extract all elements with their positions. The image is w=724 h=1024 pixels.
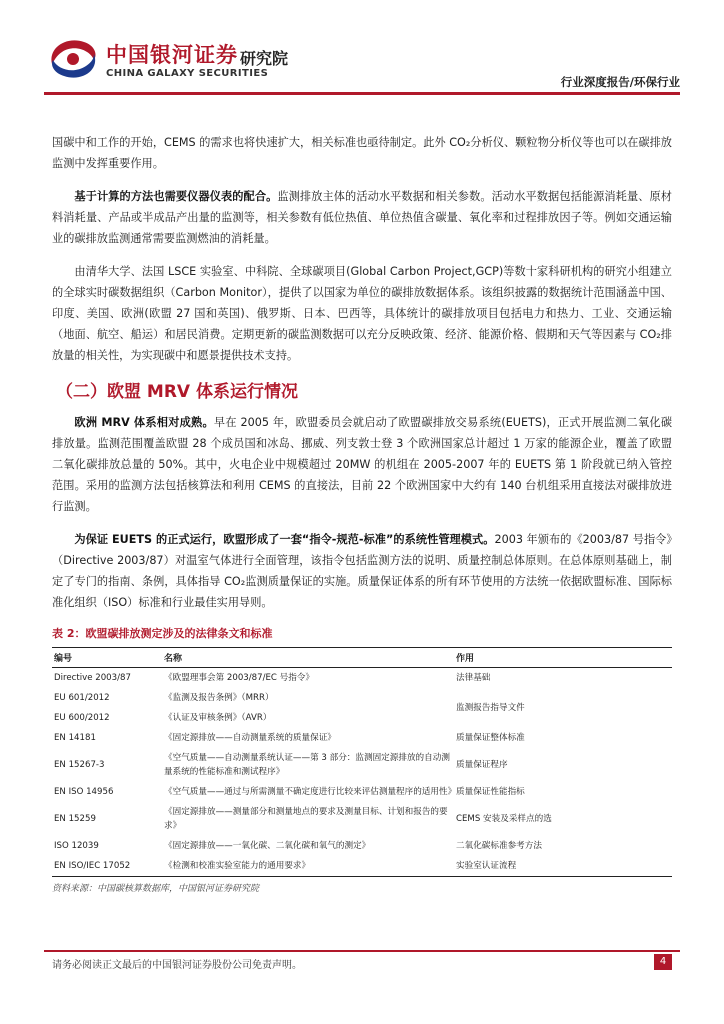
paragraph-5 [52,529,672,613]
footer-divider [44,950,680,952]
cell-role: 实验室认证流程 [456,861,517,871]
page-number: 4 [654,954,672,970]
logo-english-name: CHINA GALAXY SECURITIES [106,68,269,79]
paragraph-4-body: 早在 2005 年，欧盟委员会就启动了欧盟碳排放交易系统(EUETS)，正式开展监测二氧化碳排放量。监测范围覆盖欧盟 28 个成员国和冰岛、挪威、列支敦士登 3 个欧洲国家总计超过 1 万家的能源企业，覆盖了欧盟二氧化碳排放总量的 50%。其中，火电企业中规模超过 20MW 的机组在 2005-2007 年的 EUETS 第 1 阶段就已纳入管控范围。采用的监测方法包括核算法和利用 CEMS 的直接法，目前 22 个欧洲国家中大约有 140 台机组采用直接法对碳排放进行监测。 [52,416,673,513]
cell-id: EN ISO 14956 [54,787,114,797]
header-divider [44,92,680,95]
cell-role: 质量保证程序 [456,760,508,770]
cell-name: 《空气质量——自动测量系统认证——第 3 部分：监测固定源排放的自动测量系统的性能标准和测试程序》 [164,753,450,777]
paragraph-5-lead: 为保证 EUETS 的正式运行，欧盟形成了一套“指令-规范-标准”的系统性管理模式。 [74,533,495,546]
cell-id: EN 14181 [54,733,96,743]
paragraph-5-body: 2003 年颁布的《2003/87 号指令》（Directive 2003/87）对温室气体进行全面管理，该指令包括监测方法的说明、质量控制总体原则。在总体原则基础上，制定了专门的指南、条例，具体指导 CO₂监测质量保证的实施。质量保证体系的所有环节使用的方法统一依据欧盟标准、国际标准化组织（ISO）标准和行业最佳实用导则。 [52,533,672,609]
table-row [52,748,672,782]
paragraph-4 [52,412,672,517]
table-row [52,728,672,748]
cell-name: 《空气质量——通过与所需测量不确定度进行比较来评估测量程序的适用性》 [164,787,457,797]
cell-name: 《固定源排放——自动测量系统的质量保证》 [164,733,336,743]
table-row [52,688,672,708]
cell-name: 《检测和校准实验室能力的通用要求》 [164,861,311,871]
table-row [52,856,672,877]
logo-chinese-name: 中国银河证券 [106,43,238,67]
paragraph-1: 国碳中和工作的开始，CEMS 的需求也将快速扩大，相关标准也亟待制定。此外 CO₂分析仪、颗粒物分析仪等也可以在碳排放监测中发挥重要作用。 [52,136,672,170]
cell-id: EN 15267-3 [54,760,105,770]
cell-name: 《欧盟理事会第 2003/87/EC 号指令》 [164,673,315,683]
footer-disclaimer: 请务必阅读正文最后的中国银河证券股份公司免责声明。 [52,960,302,971]
cell-role: 质量保证整体标准 [456,733,525,743]
cell-role: 二氧化碳标准参考方法 [456,841,542,851]
cell-name: 《固定源排放——一氧化碳、二氧化碳和氧气的测定》 [164,841,371,851]
logo-institute: 研究院 [240,49,289,68]
cell-id: EU 601/2012 [54,693,110,703]
table-title: 表 2：欧盟碳排放测定涉及的法律条文和标准 [52,627,273,640]
paragraph-2-lead: 基于计算的方法也需要仪器仪表的配合。 [74,190,278,203]
cell-name: 《监测及报告条例》（MRR） [164,693,274,703]
header-id: 编号 [54,654,73,664]
cell-id: EU 600/2012 [54,713,110,723]
header-name: 名称 [164,654,183,664]
table-header-row [52,648,672,668]
paragraph-2 [52,186,672,249]
paragraph-4-lead: 欧洲 MRV 体系相对成熟。 [74,416,214,429]
cell-role: 法律基础 [456,673,491,683]
cell-id: Directive 2003/87 [54,673,131,683]
standards-table [52,647,672,877]
cell-id: ISO 12039 [54,841,99,851]
table-row [52,802,672,836]
cell-id: EN 15259 [54,814,96,824]
cell-role: 监测报告指导文件 [456,703,525,713]
cell-name: 《固定源排放——测量部分和测量地点的要求及测量目标、计划和报告的要求》 [164,807,448,831]
main-content [52,132,672,894]
cell-name: 《认证及审核条例》（AVR） [164,713,272,723]
table-source: 资料来源：中国碳核算数据库，中国银河证券研究院 [52,884,260,894]
table-row [52,782,672,802]
galaxy-logo-icon [44,34,102,84]
table-row [52,836,672,856]
report-type: 行业深度报告/环保行业 [560,75,680,89]
page-header [0,0,724,96]
header-role: 作用 [456,654,475,664]
cell-role: 质量保证性能指标 [456,787,525,797]
paragraph-2-body: 监测排放主体的活动水平数据和相关参数。活动水平数据包括能源消耗量、原材料消耗量、产品或半成品产出量的监测等，相关参数有低位热值、单位热值含碳量、氧化率和过程排放因子等。例如交通运输业的碳排放监测通常需要监测燃油的消耗量。 [52,190,672,245]
section-heading: （二）欧盟 MRV 体系运行情况 [56,382,299,402]
cell-role: CEMS 安装及采样点的选 [456,814,552,824]
table-row [52,668,672,689]
cell-id: EN ISO/IEC 17052 [54,861,131,871]
paragraph-3: 由清华大学、法国 LSCE 实验室、中科院、全球碳项目(Global Carbon Project,GCP)等数十家科研机构的研究小组建立的全球实时碳数据组织（Carbon Monitor），提供了以国家为单位的碳排放数据体系。该组织披露的数据统计范围涵盖中国、印度、美国、欧洲(欧盟 27 国和英国)、俄罗斯、日本、巴西等，具体统计的碳排放项目包括电力和热力、工业、交通运输（地面、航空、船运）和居民消费。定期更新的碳监测数据可以充分反映政策、经济、能源价格、假期和天气等因素与 CO₂排放量的相关性，为实现碳中和愿景提供技术支持。 [52,265,672,362]
